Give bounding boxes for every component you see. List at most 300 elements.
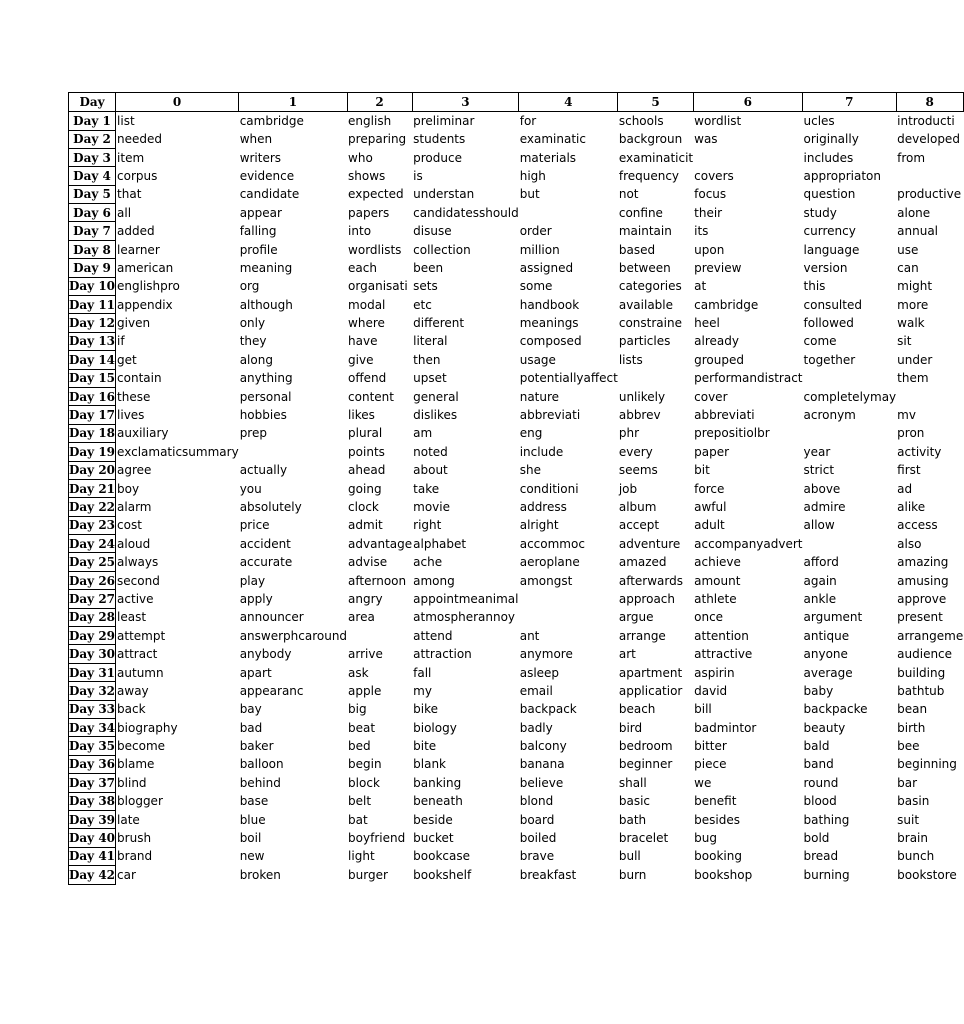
word-cell: email <box>519 683 553 698</box>
word-cell: burning <box>803 867 850 882</box>
word-cell: afterwards <box>618 573 683 588</box>
word-cell <box>803 369 897 387</box>
day-label: Day 2 <box>69 130 116 148</box>
word-cell: aspirin <box>694 665 735 680</box>
day-label: Day 1 <box>69 112 116 131</box>
word-cell: unlikely <box>618 389 666 404</box>
word-cell: candidatesshould <box>413 205 519 220</box>
column-header-3: 3 <box>412 93 519 112</box>
word-cell: area <box>348 610 375 625</box>
day-label: Day 16 <box>69 387 116 405</box>
word-cell: car <box>117 867 136 882</box>
day-label: Day 40 <box>69 829 116 847</box>
word-cell: attend <box>413 628 453 643</box>
word-cell: them <box>897 371 929 386</box>
word-cell: strict <box>803 463 835 478</box>
word-cell: bike <box>413 702 438 717</box>
word-cell <box>519 608 618 626</box>
word-cell: list <box>117 114 135 128</box>
word-cell: only <box>239 316 266 331</box>
word-cell: you <box>239 481 262 496</box>
word-cell: she <box>519 463 541 478</box>
word-cell: active <box>117 591 154 606</box>
word-cell: art <box>618 647 636 662</box>
word-cell: behind <box>239 775 281 790</box>
word-cell: wordlists <box>348 242 402 257</box>
word-cell: alarm <box>117 500 152 514</box>
word-cell: literal <box>413 334 448 349</box>
word-cell: badly <box>519 720 553 735</box>
word-cell: always <box>117 555 159 570</box>
word-cell: angry <box>348 591 383 606</box>
word-cell <box>803 424 897 442</box>
word-cell: include <box>519 444 564 459</box>
table-row <box>69 608 964 626</box>
table-row <box>69 296 964 314</box>
word-cell: brave <box>519 849 555 864</box>
word-cell: collection <box>413 242 471 257</box>
word-cell: round <box>803 775 839 790</box>
word-cell: each <box>348 260 377 275</box>
word-cell: students <box>413 132 466 147</box>
word-cell: bitter <box>694 739 727 754</box>
word-cell: beginning <box>897 757 957 772</box>
day-label: Day 7 <box>69 222 116 240</box>
word-cell: argue <box>618 610 654 625</box>
word-cell: band <box>803 757 834 772</box>
word-cell: wordlist <box>694 114 742 128</box>
word-cell: backpack <box>519 702 577 717</box>
table-row <box>69 571 964 589</box>
word-cell: attraction <box>413 647 472 662</box>
word-cell: attract <box>117 647 158 662</box>
word-cell: brush <box>117 831 152 846</box>
word-cell: get <box>117 352 137 367</box>
word-cell: movie <box>413 500 450 514</box>
word-cell: although <box>239 297 293 312</box>
word-cell: sets <box>413 279 438 294</box>
word-cell: expected <box>348 187 404 202</box>
word-cell: frequency <box>618 168 680 183</box>
word-cell: bunch <box>897 849 935 864</box>
word-cell: where <box>348 316 385 331</box>
word-cell: fall <box>413 665 432 680</box>
word-cell: year <box>803 444 831 459</box>
word-cell: might <box>897 279 933 294</box>
word-cell: exclamaticsummary <box>117 444 239 459</box>
word-cell: right <box>413 518 442 533</box>
word-cell: million <box>519 242 560 257</box>
table-row <box>69 498 964 516</box>
word-cell: appointmeanimal <box>413 591 519 606</box>
day-label: Day 5 <box>69 185 116 203</box>
word-cell: falling <box>239 224 277 239</box>
table-row <box>69 810 964 828</box>
word-cell: that <box>117 187 142 202</box>
word-cell: going <box>348 481 382 496</box>
word-cell: general <box>413 389 459 404</box>
day-label: Day 22 <box>69 498 116 516</box>
word-cell: access <box>897 518 938 533</box>
table-row <box>69 314 964 332</box>
word-cell: corpus <box>117 168 158 183</box>
table-row <box>69 737 964 755</box>
word-cell: advise <box>348 555 388 570</box>
word-cell: contain <box>117 371 162 386</box>
word-cell: content <box>348 389 394 404</box>
word-cell: nature <box>519 389 560 404</box>
word-cell: amusing <box>897 573 949 588</box>
word-cell: bee <box>897 739 920 754</box>
word-cell: album <box>618 500 657 514</box>
word-cell: accommoc <box>519 536 585 551</box>
word-cell: who <box>348 150 373 165</box>
word-cell: every <box>618 444 653 459</box>
day-label: Day 32 <box>69 682 116 700</box>
word-cell: walk <box>897 316 925 331</box>
word-cell: been <box>413 260 444 275</box>
word-cell <box>896 167 963 185</box>
word-cell: maintain <box>618 224 672 239</box>
word-cell: then <box>413 352 441 367</box>
word-cell: modal <box>348 297 386 312</box>
word-cell: least <box>117 610 147 625</box>
word-cell: anymore <box>519 647 573 662</box>
word-cell: afternoon <box>348 573 407 588</box>
word-cell: bug <box>694 831 717 846</box>
word-cell: bat <box>348 812 368 827</box>
word-cell: balcony <box>519 739 567 754</box>
word-cell: accident <box>239 536 291 551</box>
word-cell: first <box>897 463 921 478</box>
word-cell: they <box>239 334 267 349</box>
word-cell: bean <box>897 702 928 717</box>
word-cell: bed <box>348 739 371 754</box>
table-row <box>69 148 964 166</box>
word-cell: price <box>239 518 270 533</box>
table-row <box>69 259 964 277</box>
column-header-7: 7 <box>803 93 897 112</box>
table-row <box>69 185 964 203</box>
table-row <box>69 351 964 369</box>
word-cell: meaning <box>239 260 293 275</box>
word-cell: bookcase <box>413 849 470 864</box>
day-label: Day 29 <box>69 627 116 645</box>
day-label: Day 9 <box>69 259 116 277</box>
word-cell: aeroplane <box>519 555 580 570</box>
word-cell: produce <box>413 150 462 165</box>
word-cell: bay <box>239 702 262 717</box>
word-cell: anything <box>239 371 293 386</box>
word-cell: bald <box>803 739 830 754</box>
word-cell: heel <box>694 316 720 331</box>
word-cell: productive <box>897 187 962 202</box>
word-cell: backgroun <box>618 132 683 147</box>
word-cell: bite <box>413 739 437 754</box>
word-cell: pron <box>897 426 925 441</box>
word-cell: eng <box>519 426 543 441</box>
column-header-day: Day <box>69 93 116 112</box>
word-cell: into <box>348 224 372 239</box>
day-label: Day 23 <box>69 516 116 534</box>
word-cell: acronym <box>803 408 856 423</box>
word-cell: biology <box>413 720 457 735</box>
word-cell: blank <box>413 757 446 772</box>
day-wordlist-table <box>68 92 964 885</box>
day-label: Day 31 <box>69 663 116 681</box>
word-cell: ask <box>348 665 369 680</box>
word-cell: bedroom <box>618 739 673 754</box>
word-cell: schools <box>618 114 664 128</box>
word-cell: alphabet <box>413 536 467 551</box>
table-row <box>69 663 964 681</box>
day-label: Day 14 <box>69 351 116 369</box>
word-cell: shall <box>618 775 647 790</box>
word-cell: achieve <box>694 555 741 570</box>
word-cell: bad <box>239 720 263 735</box>
word-cell: believe <box>519 775 564 790</box>
word-cell: building <box>897 665 946 680</box>
word-cell: followed <box>803 316 854 331</box>
word-cell: amongst <box>519 573 573 588</box>
word-cell: composed <box>519 334 582 349</box>
word-cell: englishpro <box>117 279 180 294</box>
word-cell: learner <box>117 242 160 257</box>
word-cell: clock <box>348 500 379 514</box>
word-cell <box>239 443 347 461</box>
word-cell: agree <box>117 463 152 478</box>
table-row <box>69 755 964 773</box>
word-cell: bill <box>694 702 712 717</box>
word-cell: order <box>519 224 552 239</box>
word-cell: lives <box>117 408 145 423</box>
word-cell: approve <box>897 591 947 606</box>
day-label: Day 35 <box>69 737 116 755</box>
day-label: Day 4 <box>69 167 116 185</box>
word-cell: appear <box>239 205 282 220</box>
word-cell: applicatior <box>618 683 683 698</box>
word-cell: afford <box>803 555 839 570</box>
word-cell: already <box>694 334 739 349</box>
table-row <box>69 369 964 387</box>
word-cell: grouped <box>694 352 744 367</box>
day-label: Day 18 <box>69 424 116 442</box>
word-cell: prep <box>239 426 267 441</box>
word-cell: sit <box>897 334 912 349</box>
column-header-8: 8 <box>896 93 963 112</box>
word-cell: needed <box>117 132 163 147</box>
day-label: Day 17 <box>69 406 116 424</box>
word-cell: backpacke <box>803 702 868 717</box>
word-cell: take <box>413 481 440 496</box>
word-cell: bathtub <box>897 683 945 698</box>
word-cell: audience <box>897 647 953 662</box>
word-cell: abbrev <box>618 408 661 423</box>
table-row <box>69 682 964 700</box>
word-cell: different <box>413 316 465 331</box>
word-cell: ucles <box>803 114 835 128</box>
word-cell: cost <box>117 518 142 533</box>
day-label: Day 30 <box>69 645 116 663</box>
word-cell: cambridge <box>239 114 304 128</box>
word-cell: alright <box>519 518 559 533</box>
word-cell: baby <box>803 683 834 698</box>
word-cell: bath <box>618 812 647 827</box>
word-cell: give <box>348 352 374 367</box>
word-cell: antique <box>803 628 850 643</box>
word-cell: boy <box>117 481 140 496</box>
table-row <box>69 516 964 534</box>
word-cell: usage <box>519 352 556 367</box>
day-label: Day 6 <box>69 204 116 222</box>
word-cell: announcer <box>239 610 304 625</box>
word-cell: more <box>897 297 929 312</box>
word-cell: boil <box>239 831 262 846</box>
table-row <box>69 443 964 461</box>
table-row <box>69 204 964 222</box>
day-label: Day 11 <box>69 296 116 314</box>
word-cell: preliminar <box>413 114 475 128</box>
table-row <box>69 553 964 571</box>
word-cell <box>519 590 618 608</box>
word-cell: materials <box>519 150 577 165</box>
day-label: Day 26 <box>69 571 116 589</box>
word-cell: asleep <box>519 665 560 680</box>
word-cell: light <box>348 849 375 864</box>
table-row <box>69 461 964 479</box>
word-cell: plural <box>348 426 383 441</box>
day-label: Day 42 <box>69 866 116 884</box>
word-cell: consulted <box>803 297 862 312</box>
word-cell: ad <box>897 481 913 496</box>
word-cell: blind <box>117 775 147 790</box>
word-cell: piece <box>694 757 727 772</box>
word-cell: ache <box>413 555 443 570</box>
word-cell: confine <box>618 205 663 220</box>
word-cell: examinaticit <box>618 150 694 165</box>
word-cell: my <box>413 683 432 698</box>
word-cell: baker <box>239 739 274 754</box>
word-cell: david <box>694 683 728 698</box>
day-label: Day 24 <box>69 535 116 553</box>
table-row <box>69 792 964 810</box>
word-cell: bathing <box>803 812 850 827</box>
word-cell: handbook <box>519 297 580 312</box>
word-cell: their <box>694 205 723 220</box>
day-label: Day 10 <box>69 277 116 295</box>
column-header-2: 2 <box>347 93 412 112</box>
word-cell: version <box>803 260 848 275</box>
word-cell: second <box>117 573 160 588</box>
word-cell: bookshop <box>694 867 753 882</box>
word-cell <box>519 204 618 222</box>
word-cell: focus <box>694 187 727 202</box>
day-label: Day 20 <box>69 461 116 479</box>
word-cell: annual <box>897 224 939 239</box>
day-label: Day 36 <box>69 755 116 773</box>
word-cell: is <box>413 168 423 183</box>
word-cell: am <box>413 426 433 441</box>
word-cell: item <box>117 150 145 165</box>
word-cell: along <box>239 352 273 367</box>
word-cell: language <box>803 242 860 257</box>
table-row <box>69 645 964 663</box>
word-cell: once <box>694 610 724 625</box>
word-cell: anyone <box>803 647 848 662</box>
day-label: Day 41 <box>69 847 116 865</box>
word-cell: play <box>239 573 266 588</box>
word-cell: mv <box>897 408 916 423</box>
word-cell: suit <box>897 812 920 827</box>
word-cell: examinatic <box>519 132 586 147</box>
word-cell: question <box>803 187 856 202</box>
word-cell: actually <box>239 463 288 478</box>
word-cell: based <box>618 242 656 257</box>
word-cell: under <box>897 352 933 367</box>
word-cell: assigned <box>519 260 574 275</box>
word-cell: basic <box>618 794 650 809</box>
word-cell: developed <box>897 132 960 147</box>
word-cell: blogger <box>117 794 163 809</box>
word-cell: apart <box>239 665 272 680</box>
table-row <box>69 222 964 240</box>
word-cell: aloud <box>117 536 151 551</box>
word-cell: preview <box>694 260 742 275</box>
word-cell: come <box>803 334 837 349</box>
word-cell <box>347 627 412 645</box>
word-cell: allow <box>803 518 835 533</box>
word-cell: above <box>803 481 841 496</box>
word-cell: but <box>519 187 540 202</box>
word-cell: birth <box>897 720 926 735</box>
word-cell: organisati <box>348 279 408 294</box>
table-row <box>69 332 964 350</box>
word-cell: force <box>694 481 725 496</box>
word-cell: beneath <box>413 794 463 809</box>
day-label: Day 27 <box>69 590 116 608</box>
word-cell: prepositiolbr <box>694 426 770 441</box>
column-header-4: 4 <box>519 93 618 112</box>
word-cell: available <box>618 297 674 312</box>
word-cell: completelymay <box>803 389 897 404</box>
word-cell: conditioni <box>519 481 579 496</box>
day-label: Day 12 <box>69 314 116 332</box>
word-cell: brain <box>897 831 928 846</box>
word-cell: dislikes <box>413 408 458 423</box>
word-cell: together <box>803 352 856 367</box>
word-cell: apartment <box>618 665 683 680</box>
day-label: Day 15 <box>69 369 116 387</box>
word-cell: categories <box>618 279 682 294</box>
word-cell: study <box>803 205 837 220</box>
word-cell: athlete <box>694 591 737 606</box>
word-cell: evidence <box>239 168 295 183</box>
word-cell: etc <box>413 297 432 312</box>
table-row <box>69 829 964 847</box>
day-label: Day 37 <box>69 774 116 792</box>
word-cell: bucket <box>413 831 454 846</box>
word-cell: answerphcaround <box>239 628 348 643</box>
day-label: Day 25 <box>69 553 116 571</box>
word-cell: brand <box>117 849 153 864</box>
word-cell: profile <box>239 242 278 257</box>
word-cell: includes <box>803 150 854 165</box>
word-cell: banking <box>413 775 462 790</box>
word-cell: upset <box>413 371 447 386</box>
word-cell: offend <box>348 371 387 386</box>
word-cell: accept <box>618 518 660 533</box>
word-cell: abbreviati <box>519 408 581 423</box>
